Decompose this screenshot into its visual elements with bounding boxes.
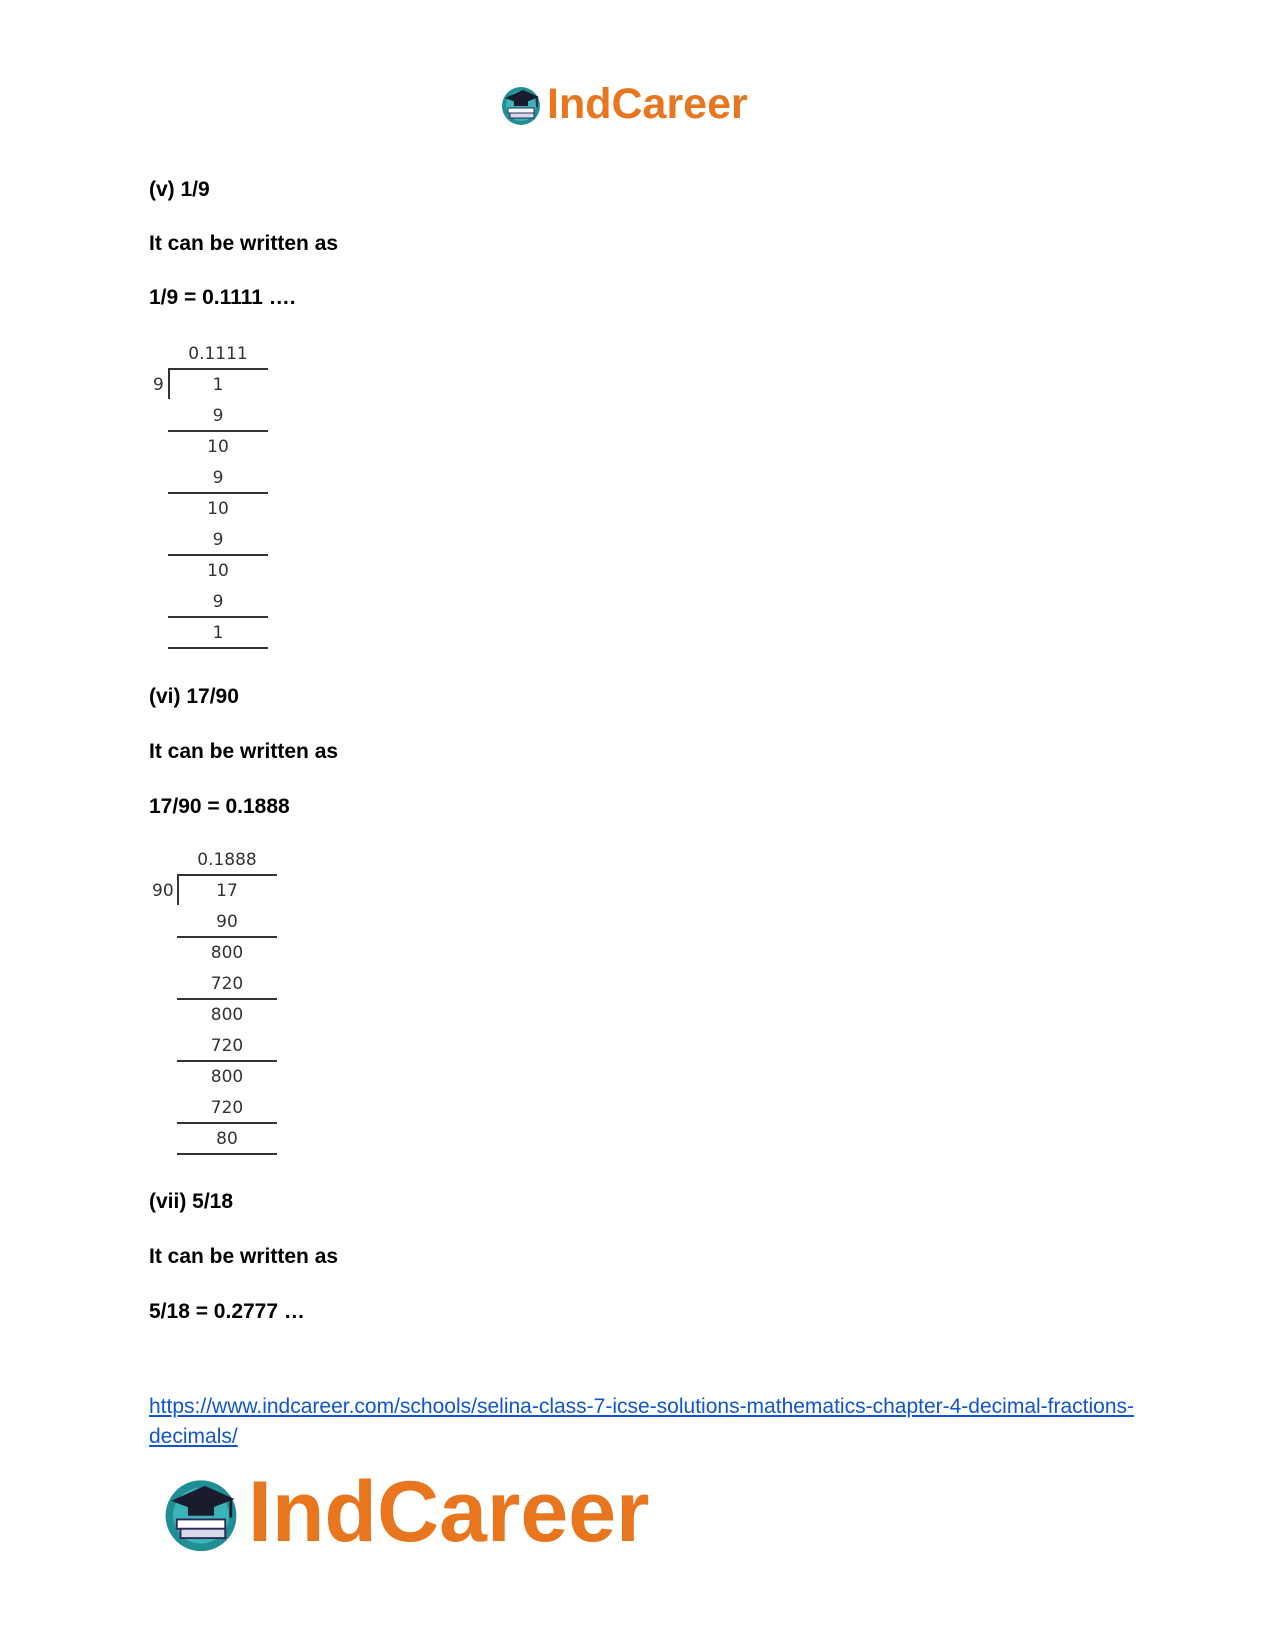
step: 9 (212, 406, 224, 426)
step: 800 (210, 1005, 244, 1025)
footer-logo (160, 1464, 650, 1560)
divisor: 9 (153, 375, 164, 395)
section-result: 17/90 = 0.1888 (149, 795, 290, 818)
step: 800 (210, 943, 244, 963)
section-intro: It can be written as (149, 740, 339, 763)
step-rule (168, 616, 268, 618)
step-rule (168, 554, 268, 556)
step: 10 (207, 561, 229, 581)
step: 90 (216, 912, 238, 932)
step: 1 (212, 623, 224, 643)
step-rule (177, 1060, 277, 1062)
quotient-rule (177, 874, 277, 876)
step: 10 (207, 437, 229, 457)
step-rule (177, 1153, 277, 1155)
step: 720 (210, 1036, 244, 1056)
section-heading: (v) 1/9 (149, 178, 210, 201)
quotient: 0.1888 (197, 850, 257, 870)
step-rule (177, 998, 277, 1000)
step: 10 (207, 499, 229, 519)
long-division-17-90 (150, 846, 290, 1156)
source-link[interactable]: https://www.indcareer.com/schools/selina-class-7-icse-solutions-mathematics-chapter-4-decimal-fractions-decimals/ (149, 1395, 1135, 1448)
step-rule (177, 1122, 277, 1124)
section-intro: It can be written as (149, 1245, 339, 1268)
graduation-cap-icon (499, 82, 543, 126)
section-heading: (vi) 17/90 (149, 685, 239, 708)
step: 17 (216, 881, 238, 901)
quotient-rule (168, 368, 268, 370)
step: 9 (212, 592, 224, 612)
section-heading: (vii) 5/18 (149, 1190, 234, 1213)
step-rule (168, 647, 268, 649)
graduation-cap-icon (160, 1471, 242, 1553)
step: 800 (210, 1067, 244, 1087)
section-result: 5/18 = 0.2777 … (149, 1300, 305, 1323)
header-logo (499, 80, 748, 128)
quotient: 0.1111 (188, 344, 248, 364)
brand-name: IndCareer (248, 1464, 650, 1560)
divisor: 90 (152, 881, 174, 901)
step: 9 (212, 468, 224, 488)
step: 720 (210, 1098, 244, 1118)
step-rule (177, 936, 277, 938)
step-rule (168, 492, 268, 494)
step-rule (168, 430, 268, 432)
long-division-1-9 (150, 340, 280, 650)
step: 80 (216, 1129, 238, 1149)
section-intro: It can be written as (149, 232, 339, 255)
section-result: 1/9 = 0.1111 …. (149, 286, 296, 309)
brand-name: IndCareer (547, 79, 748, 128)
step: 9 (212, 530, 224, 550)
step: 720 (210, 974, 244, 994)
step: 1 (212, 375, 224, 395)
